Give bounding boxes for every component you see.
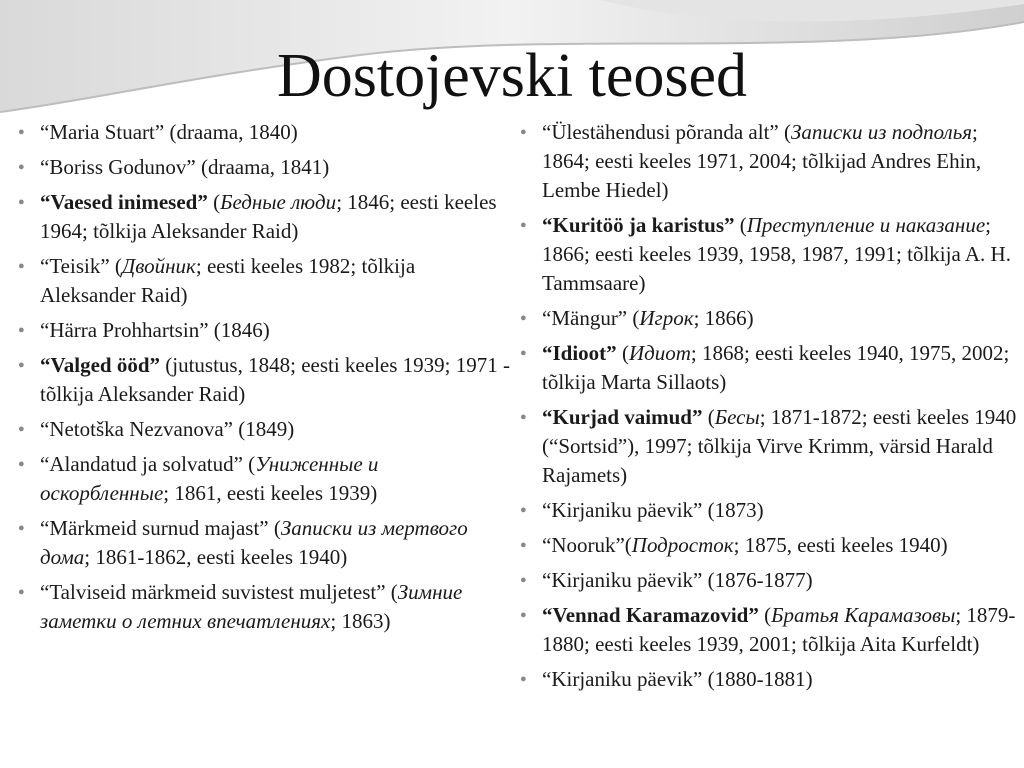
item-text: (jutustus, 1848; eesti keeles 1939; 1971 - tõlkija Aleksander Raid) (40, 353, 510, 406)
item-text: ; 1871-1872; eesti keeles 1940 (“Sortsid”), 1997; tõlkija Virve Krimm, värsid Harald Rajamets) (542, 405, 1017, 487)
work-title-bold: “Valged ööd” (40, 353, 161, 377)
item-text: ( (207, 190, 221, 214)
list-item (518, 566, 1018, 595)
russian-title: Бедные люди (220, 190, 337, 214)
works-list-left (16, 118, 512, 642)
item-text: ; 1864; eesti keeles 1971, 2004; tõlkijad Andres Ehin, Lembe Hiedel) (542, 120, 982, 202)
item-text: “Kirjaniku päevik” (1880-1881) (542, 667, 813, 691)
work-title-bold: “Vennad Karamazovid” (542, 603, 759, 627)
item-text: ; 1866) (693, 306, 754, 330)
russian-title: Двойник (121, 254, 196, 278)
russian-title: Зимние заметки о летних впечатлениях (40, 580, 463, 633)
list-item (16, 252, 512, 310)
item-text: ( (616, 341, 629, 365)
item-text: ; 1868; eesti keeles 1940, 1975, 2002; tõlkija Marta Sillaots) (542, 341, 1010, 394)
item-text: ( (758, 603, 772, 627)
work-title-bold: “Vaesed inimesed” (40, 190, 208, 214)
russian-title: Братья Карамазовы (771, 603, 956, 627)
work-title-bold: “Kuritöö ja karistus” (542, 213, 735, 237)
russian-title: Игрок (639, 306, 694, 330)
work-title-bold: “Idioot” (542, 341, 617, 365)
list-item (518, 304, 1018, 333)
list-item (518, 118, 1018, 205)
russian-title: Записки из мертвого дома (40, 516, 468, 569)
item-text: “Härra Prohhartsin” (1846) (40, 318, 270, 342)
item-text: “Maria Stuart” (draama, 1840) (40, 120, 298, 144)
item-text: “Kirjaniku päevik” (1873) (542, 498, 764, 522)
item-text: ; 1875, eesti keeles 1940) (733, 533, 948, 557)
works-list-right (518, 118, 1018, 700)
item-text: ; 1863) (330, 609, 391, 633)
list-item (518, 601, 1018, 659)
item-text: ( (702, 405, 715, 429)
list-item (16, 188, 512, 246)
russian-title: Преступление и наказание (746, 213, 986, 237)
item-text: “Ülestähendusi põranda alt” ( (542, 120, 791, 144)
list-item (16, 351, 512, 409)
item-text: “Märkmeid surnud majast” ( (40, 516, 281, 540)
list-item (16, 578, 512, 636)
list-item (518, 211, 1018, 298)
item-text: “Alandatud ja solvatud” ( (40, 452, 256, 476)
item-text: “Teisik” ( (40, 254, 122, 278)
item-text: ( (734, 213, 747, 237)
russian-title: Идиот (628, 341, 691, 365)
item-text: “Nooruk”( (542, 533, 632, 557)
russian-title: Униженные и оскорбленные (40, 452, 379, 505)
item-text: ; 1861-1862, eesti keeles 1940) (84, 545, 348, 569)
list-item (518, 496, 1018, 525)
item-text: ; 1846; eesti keeles 1964; tõlkija Aleksander Raid) (40, 190, 497, 243)
list-item (16, 514, 512, 572)
item-text: “Netotška Nezvanova” (1849) (40, 417, 295, 441)
list-item (518, 339, 1018, 397)
work-title-bold: “Kurjad vaimud” (542, 405, 703, 429)
item-text: “Boriss Godunov” (draama, 1841) (40, 155, 330, 179)
item-text: ; 1879-1880; eesti keeles 1939, 2001; tõlkija Aita Kurfeldt) (542, 603, 1016, 656)
russian-title: Бесы (714, 405, 760, 429)
list-item (518, 665, 1018, 694)
list-item (16, 316, 512, 345)
list-item (518, 531, 1018, 560)
list-item (16, 153, 512, 182)
list-item (16, 450, 512, 508)
russian-title: Подросток (631, 533, 734, 557)
item-text: ; 1861, eesti keeles 1939) (163, 481, 378, 505)
list-item (518, 403, 1018, 490)
item-text: ; eesti keeles 1982; tõlkija Aleksander Raid) (40, 254, 416, 307)
item-text: “Kirjaniku päevik” (1876-1877) (542, 568, 813, 592)
list-item (16, 118, 512, 147)
list-item (16, 415, 512, 444)
item-text: “Mängur” ( (542, 306, 640, 330)
item-text: “Talviseid märkmeid suvistest muljetest” ( (40, 580, 398, 604)
item-text: ; 1866; eesti keeles 1939, 1958, 1987, 1991; tõlkija A. H. Tammsaare) (542, 213, 1011, 295)
slide-title: Dostojevski teosed (276, 42, 748, 110)
russian-title: Записки из подполья (791, 120, 973, 144)
